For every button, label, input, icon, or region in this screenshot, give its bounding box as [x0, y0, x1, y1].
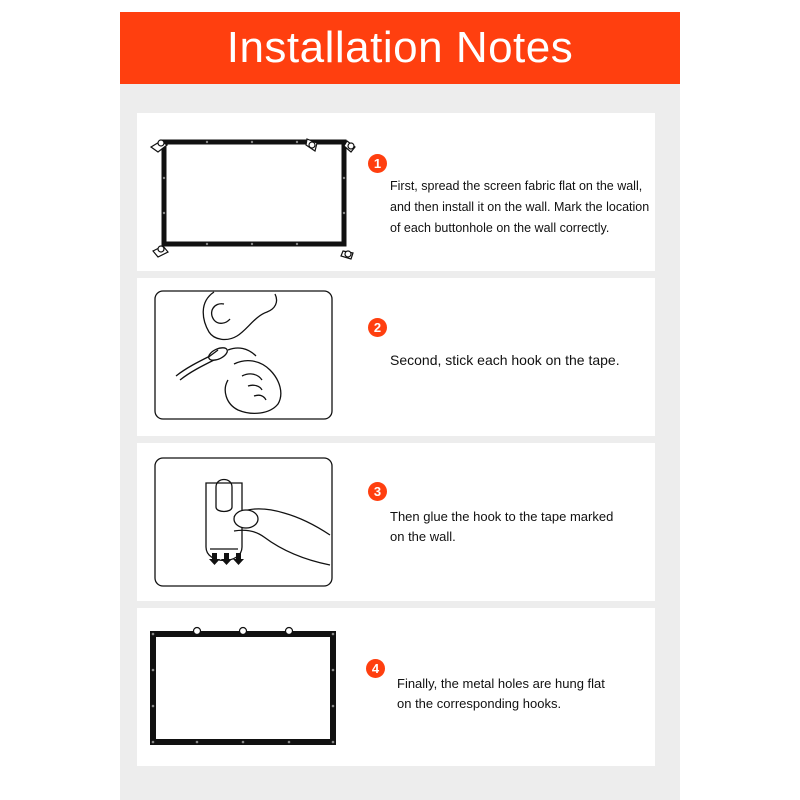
- hands-peeling-tape-icon: [154, 290, 334, 421]
- step-number-4: 4: [366, 659, 385, 678]
- step-card-2: [137, 278, 655, 436]
- step-card-3: [137, 443, 655, 601]
- finger-pressing-hook-icon: [154, 457, 334, 588]
- step-text-2: Second, stick each hook on the tape.: [390, 352, 620, 368]
- step-text-3: Then glue the hook to the tape marked on the wall.: [390, 509, 614, 544]
- step-text-1: First, spread the screen fabric flat on the wall, and then install it on the wall. Mark the location of each buttonhole on the wall correctly.: [390, 179, 650, 235]
- step-number-2: 2: [368, 318, 387, 337]
- step-number-3: 3: [368, 482, 387, 501]
- step-number-1: 1: [368, 154, 387, 173]
- screen-frame-with-clips-icon: [147, 133, 357, 263]
- page-title: Installation Notes: [120, 12, 680, 84]
- screen-hung-on-hooks-icon: [148, 626, 338, 750]
- step-card-1: [137, 113, 655, 271]
- step-text-4: Finally, the metal holes are hung flat on the corresponding hooks.: [397, 676, 605, 711]
- step-card-4: [137, 608, 655, 766]
